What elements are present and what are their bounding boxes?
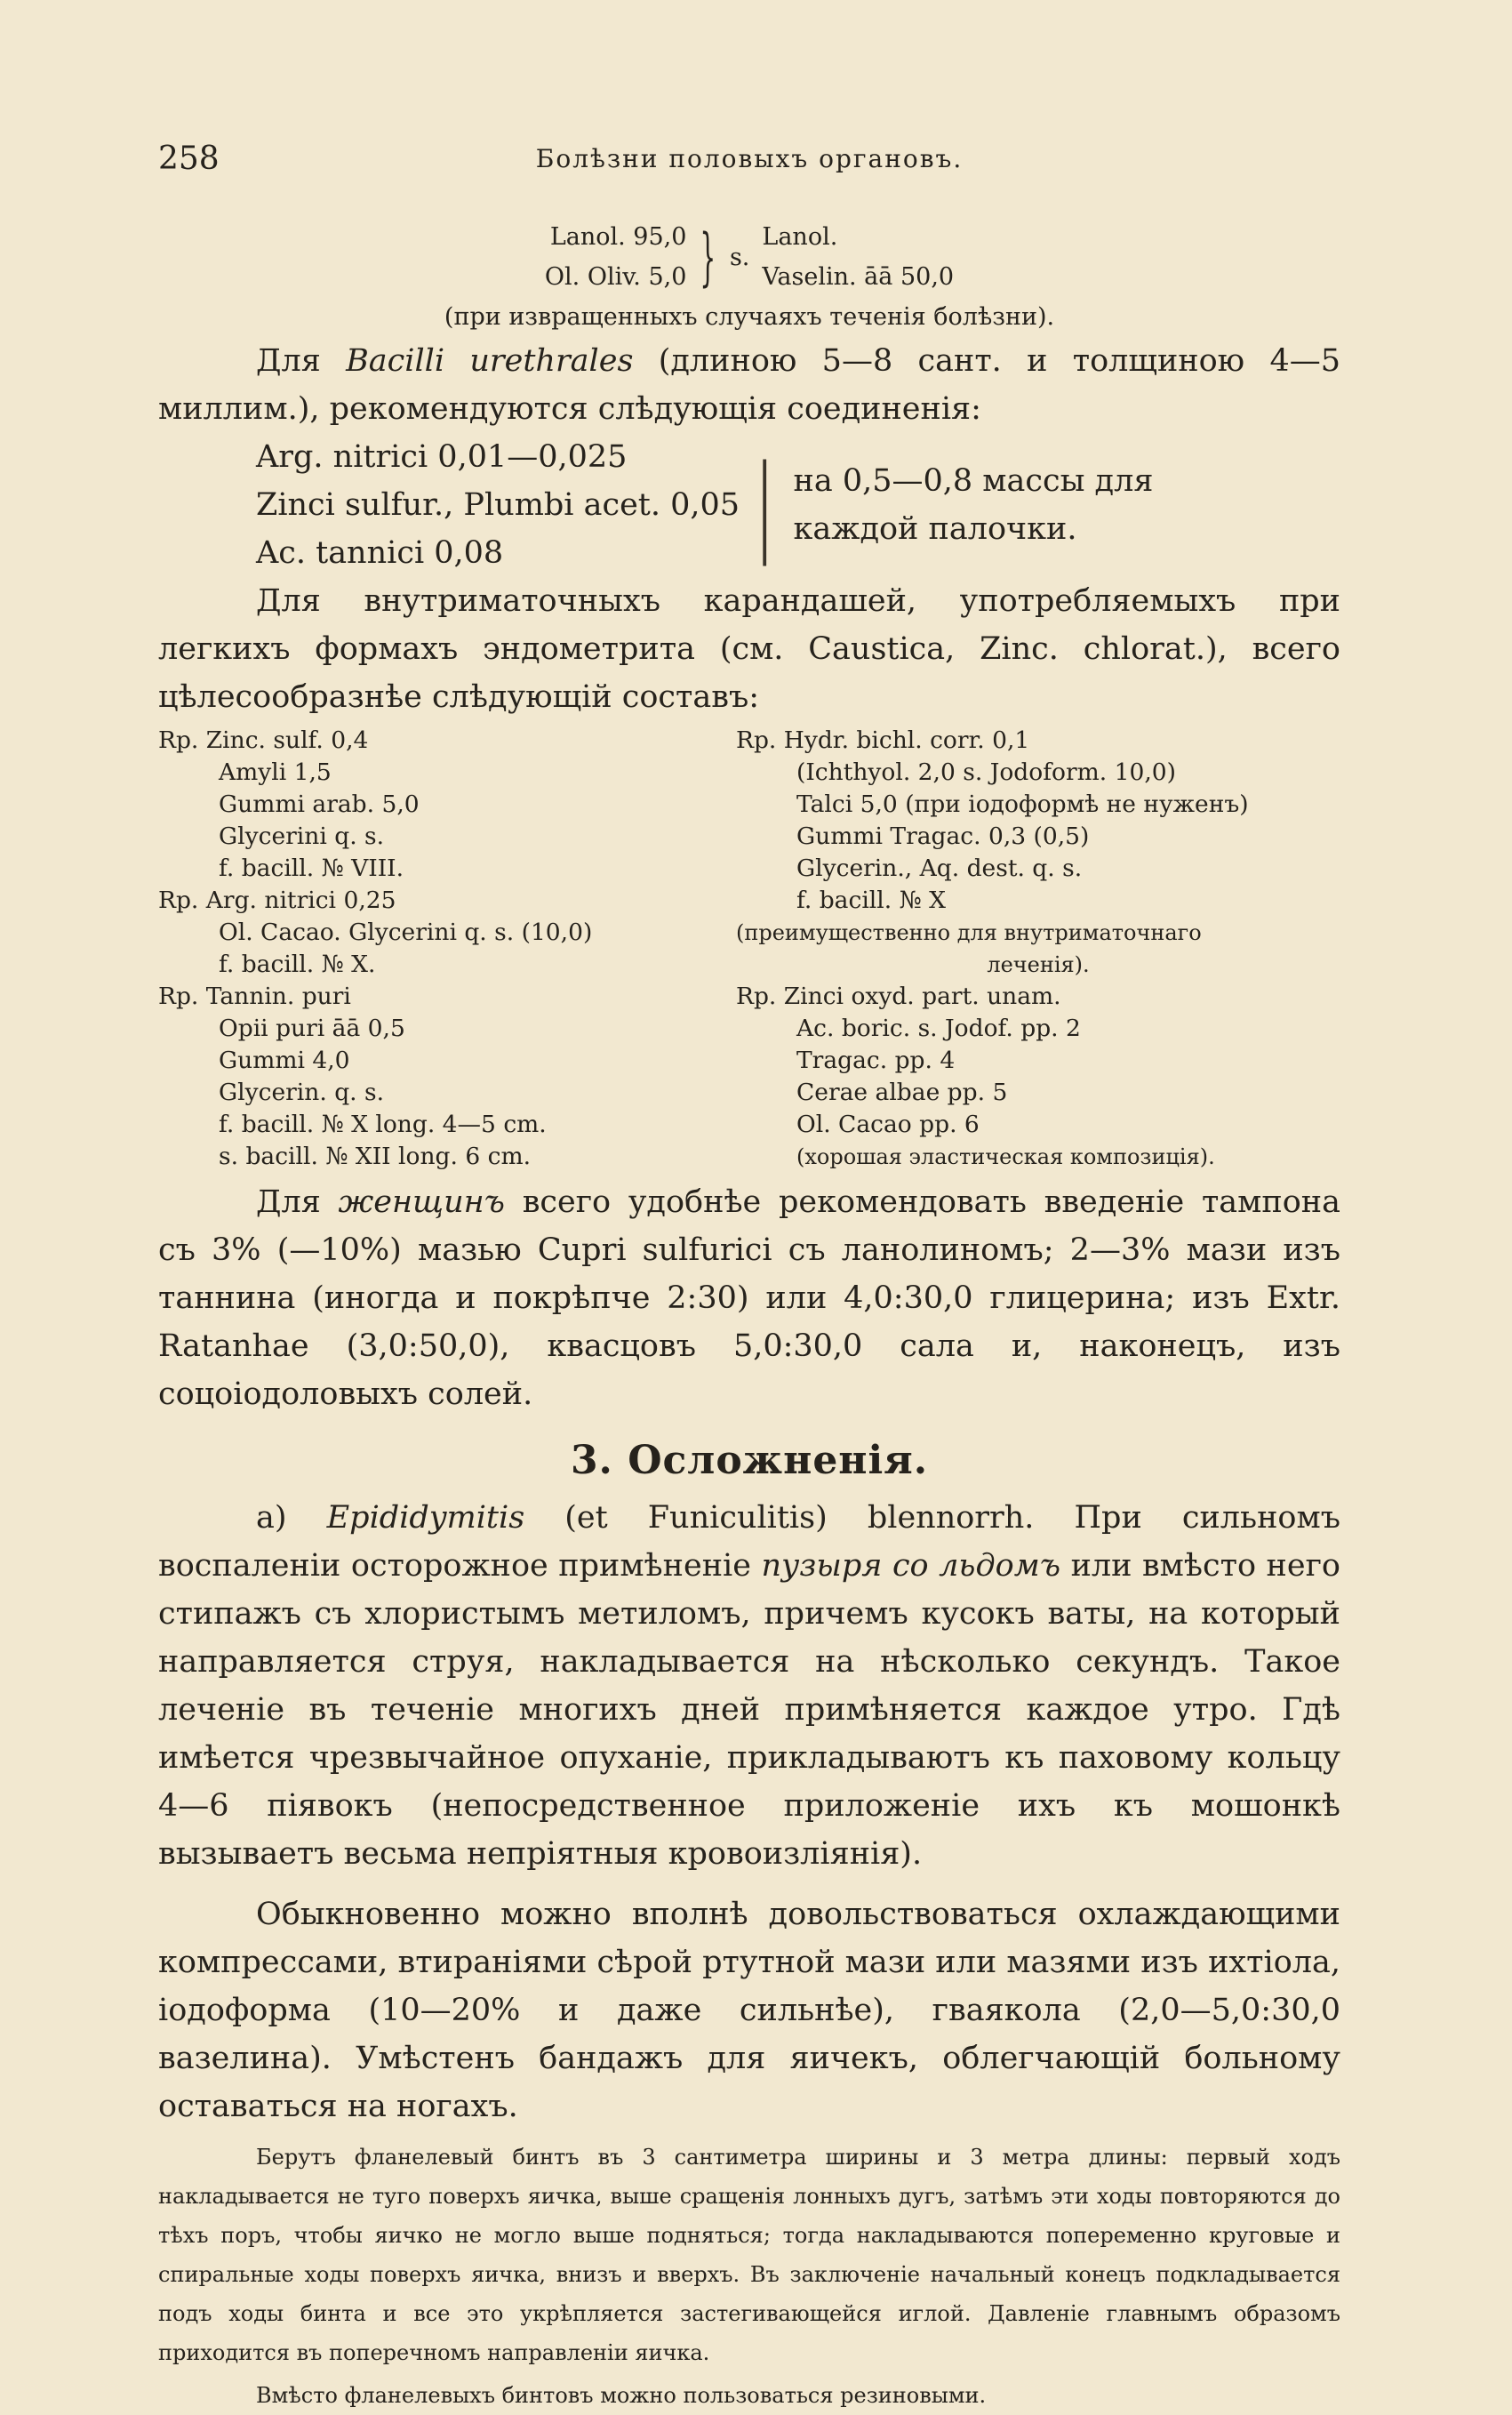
prescriptions <box>158 725 1340 1173</box>
rx-line: Glycerini q. s. <box>219 822 385 850</box>
rx-line: s. bacill. № XII long. 6 cm. <box>219 1143 532 1170</box>
pilot-line: Ac. tannici 0,08 <box>256 535 504 571</box>
rx-line: Tragac. pp. 4 <box>796 1047 956 1074</box>
rx-line: Rp. Hydr. bichl. corr. 0,1 <box>736 726 1030 754</box>
formula-block <box>158 217 1340 297</box>
rx-line: Opii puri āā 0,5 <box>219 1015 405 1042</box>
rx-line: Cerae albae pp. 5 <box>796 1079 1008 1106</box>
rx-column-left <box>158 725 727 1173</box>
rx-line: леченія). <box>987 952 1090 977</box>
rx-line: Rp. Zinc. sulf. 0,4 <box>158 726 369 754</box>
rx-line: Amyli 1,5 <box>219 758 332 786</box>
pilot-line: Arg. nitrici 0,01—0,025 <box>256 439 628 475</box>
rx-column-right <box>736 725 1340 1173</box>
rx-line: Gummi Tragac. 0,3 (0,5) <box>796 822 1090 850</box>
paragraph-rubber: Вмѣсто фланелевыхъ бинтовъ можно пользоваться резиновыми. <box>256 2383 987 2408</box>
pilot-note: на 0,5—0,8 массы для <box>793 463 1154 499</box>
formula-line: Vaselin. āā 50,0 <box>762 263 955 291</box>
rx-line: f. bacill. № VIII. <box>219 854 404 882</box>
formula-note: (при извращенныхъ случаяхъ теченія болѣзни). <box>444 303 1055 331</box>
paragraph-bacilli: Для Bacilli urethrales (длиною 5—8 сант. и толщиною 4—5 миллим.), рекомендуются слѣдующія соединенія: <box>158 343 1340 427</box>
rx-line: Rp. Arg. nitrici 0,25 <box>158 887 396 914</box>
rx-line: f. bacill. № X. <box>219 951 376 978</box>
brace: } <box>700 221 716 293</box>
rx-line: Gummi arab. 5,0 <box>219 790 420 818</box>
formula-s: s. <box>729 243 750 271</box>
page-body <box>158 217 1340 2415</box>
formula-line: Ol. Oliv. 5,0 <box>544 263 687 291</box>
rx-line: Ac. boric. s. Jodof. pp. 2 <box>796 1015 1081 1042</box>
running-title: Болѣзни половыхъ органовъ. <box>535 144 964 173</box>
formula-line: Lanol. <box>762 223 838 251</box>
pilot-line: Zinci sulfur., Plumbi acet. 0,05 <box>256 487 740 523</box>
rx-line: Gummi 4,0 <box>219 1047 350 1074</box>
rx-line: Glycerin., Aq. dest. q. s. <box>796 854 1083 882</box>
paragraph-bandage: Берутъ фланелевый бинтъ въ 3 сантиметра ширины и 3 метра длины: первый ходъ накладывается не туго поверхъ яичка, выше сращенія лонныхъ дугъ, затѣмъ эти ходы повторяются до тѣхъ поръ, чтобы яичко не могло выше подняться; тогда накладываются попеременно круговые и спиральные ходы поверхъ яичка, внизъ и вверхъ. Въ заключеніе начальный конецъ подкладывается подъ ходы бинта и все это укрѣпляется застегивающейся иглой. Давленіе главнымъ образомъ приходится въ поперечномъ направленіи яичка. <box>158 2145 1340 2365</box>
term-epididymitis: Epididymitis <box>326 1500 525 1536</box>
section-title: 3. Осложненія. <box>570 1438 929 1483</box>
brace: | <box>757 443 772 566</box>
rx-line: (хорошая эластическая композиція). <box>796 1144 1215 1169</box>
term-ice-bladder: пузыря со льдомъ <box>761 1548 1061 1584</box>
rx-line: (преимущественно для внутриматочнаго <box>736 920 1202 945</box>
formula-line: Lanol. 95,0 <box>549 223 687 251</box>
rx-line: Glycerin. q. s. <box>219 1079 385 1106</box>
pilot-note: каждой палочки. <box>793 511 1077 547</box>
rx-line: Talci 5,0 (при іодоформѣ не нуженъ) <box>796 790 1249 818</box>
rx-line: (Ichthyol. 2,0 s. Jodoform. 10,0) <box>796 758 1176 786</box>
paragraph-compresses: Обыкновенно можно вполнѣ довольствоваться охлаждающими компрессами, втираніями сѣрой ртутной мази или мазями изъ ихтіола, іодоформа (10—20% и даже сильнѣе), гваякола (2,0—5,0:30,0 вазелина). Умѣстенъ бандажъ для яичекъ, облегчающій больному оставаться на ногахъ. <box>158 1897 1340 2124</box>
term-bacilli: Bacilli urethrales <box>346 343 634 379</box>
rx-line: Rp. Tannin. puri <box>158 983 351 1010</box>
page-number: 258 <box>158 140 220 177</box>
page-header <box>158 140 1340 176</box>
rx-line: f. bacill. № X long. 4—5 cm. <box>219 1111 547 1138</box>
paragraph-epididymitis: a) Epididymitis (et Funiculitis) blennorrh. При сильномъ воспаленіи осторожное примѣненіе пузыря со льдомъ или вмѣсто него стипажъ съ хлористымъ метиломъ, причемъ кусокъ ваты, на который направляется струя, накладывается на нѣсколько секундъ. Такое леченіе въ теченіе многихъ дней примѣняется каждое утро. Гдѣ имѣется чрезвычайное опуханіе, прикладываютъ къ паховому кольцу 4—6 піявокъ (непосредственное приложеніе ихъ къ мошонкѣ вызываетъ весьма непріятныя кровоизліянія). <box>158 1500 1340 1872</box>
rx-line: f. bacill. № X <box>796 887 946 914</box>
paragraph-women: Для женщинъ всего удобнѣе рекомендовать введеніе тампона съ 3% (—10%) мазью Cupri sulfurici съ ланолиномъ; 2—3% мази изъ таннина (иногда и покрѣпче 2:30) или 4,0:30,0 глицерина; изъ Extr. Ratanhae (3,0:50,0), квасцовъ 5,0:30,0 сала и, наконецъ, изъ соцоіодоловыхъ солей. <box>158 1184 1340 1412</box>
rx-line: Rp. Zinci oxyd. part. unam. <box>736 983 1061 1010</box>
rx-line: Ol. Cacao pp. 6 <box>796 1111 980 1138</box>
pilot-formula <box>256 433 1340 577</box>
paragraph-intrauterine: Для внутриматочныхъ карандашей, употребляемыхъ при легкихъ формахъ эндометрита (см. Caustica, Zinc. chlorat.), всего цѣлесообразнѣе слѣдующій составъ: <box>158 583 1340 715</box>
rx-line: Ol. Cacao. Glycerini q. s. (10,0) <box>219 919 593 946</box>
term-women: женщинъ <box>338 1184 505 1220</box>
